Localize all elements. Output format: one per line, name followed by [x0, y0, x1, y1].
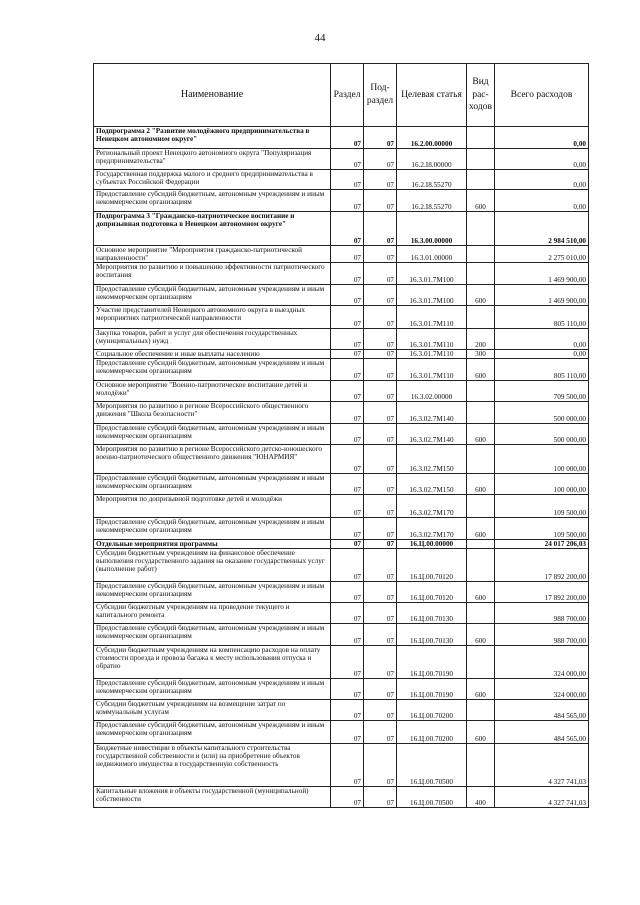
row-vid-cell: 600: [467, 679, 495, 700]
table-row: [94, 646, 589, 679]
row-total-cell: 100 000,00: [495, 445, 589, 474]
table-row: [94, 700, 589, 721]
row-target-cell: 16.3.02.7М140: [397, 402, 467, 424]
row-name-cell: Предоставление субсидий бюджетным, автономным учреждениям и иным некоммерческим организациям: [94, 679, 331, 700]
row-razdel-cell: 07: [331, 149, 364, 170]
table-row: [94, 679, 589, 700]
row-name-cell: Субсидии бюджетным учреждениям на возмещение затрат по коммунальным услугам: [94, 700, 331, 721]
table-row: [94, 518, 589, 540]
budget-table: [93, 63, 589, 808]
row-razdel-cell: 07: [331, 603, 364, 624]
row-name-cell: Государственная поддержка малого и среднего предпринимательства в субъектах Российской Федерации: [94, 170, 331, 190]
table-row: [94, 306, 589, 329]
row-total-cell: 0,00: [495, 350, 589, 359]
row-total-cell: 805 110,00: [495, 306, 589, 329]
row-razdel-cell: 07: [331, 329, 364, 350]
row-vid-cell: [467, 246, 495, 263]
row-razdel-cell: 07: [331, 350, 364, 359]
row-razdel-cell: 07: [331, 285, 364, 306]
row-podrazdel-cell: 07: [364, 359, 397, 381]
row-target-cell: 16.Ц.00.70190: [397, 679, 467, 700]
header-target-article: Целевая статья: [397, 64, 467, 127]
row-target-cell: 16.Ц.00.70200: [397, 700, 467, 721]
row-target-cell: 16.Ц.00.70130: [397, 603, 467, 624]
row-vid-cell: 600: [467, 518, 495, 540]
row-target-cell: 16.2.I8.55270: [397, 190, 467, 212]
row-vid-cell: 400: [467, 787, 495, 808]
header-podrazdel: Под-раздел: [364, 64, 397, 127]
row-name-cell: Предоставление субсидий бюджетным, автономным учреждениям и иным некоммерческим организациям: [94, 190, 331, 212]
row-target-cell: 16.2.00.00000: [397, 127, 467, 149]
row-vid-cell: [467, 646, 495, 679]
table-row: [94, 787, 589, 808]
row-total-cell: 0,00: [495, 170, 589, 190]
row-podrazdel-cell: 07: [364, 646, 397, 679]
row-total-cell: 17 892 200,00: [495, 582, 589, 603]
table-row: [94, 127, 589, 149]
row-name-cell: Региональный проект Ненецкого автономного округа "Популяризация предпринимательства": [94, 149, 331, 170]
row-target-cell: 16.2.I8.00000: [397, 149, 467, 170]
row-razdel-cell: 07: [331, 540, 364, 549]
table-row: [94, 285, 589, 306]
row-target-cell: 16.3.00.00000: [397, 212, 467, 246]
row-vid-cell: 600: [467, 424, 495, 445]
row-target-cell: 16.3.01.7М100: [397, 285, 467, 306]
row-name-cell: Бюджетные инвестиции в объекты капитального строительства государственной собственности и (или) на приобретение объектов недвижимого имущества в государственную собственность: [94, 744, 331, 787]
row-target-cell: 16.Ц.00.70130: [397, 624, 467, 646]
row-razdel-cell: 07: [331, 424, 364, 445]
row-razdel-cell: 07: [331, 359, 364, 381]
row-podrazdel-cell: 07: [364, 329, 397, 350]
row-podrazdel-cell: 07: [364, 787, 397, 808]
table-row: [94, 402, 589, 424]
row-vid-cell: 600: [467, 474, 495, 495]
row-vid-cell: 600: [467, 285, 495, 306]
table-body: [94, 127, 589, 808]
row-podrazdel-cell: 07: [364, 127, 397, 149]
row-target-cell: 16.3.01.00000: [397, 246, 467, 263]
table-row: [94, 582, 589, 603]
table-row: [94, 329, 589, 350]
table-row: [94, 721, 589, 744]
row-vid-cell: [467, 170, 495, 190]
row-total-cell: 324 000,00: [495, 679, 589, 700]
row-razdel-cell: 07: [331, 402, 364, 424]
row-target-cell: 16.Ц.00.00000: [397, 540, 467, 549]
row-razdel-cell: 07: [331, 445, 364, 474]
row-target-cell: 16.Ц.00.70120: [397, 549, 467, 582]
row-name-cell: Предоставление субсидий бюджетным, автономным учреждениям и иным некоммерческим организациям: [94, 624, 331, 646]
row-target-cell: 16.3.02.7М140: [397, 424, 467, 445]
header-razdel: Раздел: [331, 64, 364, 127]
row-vid-cell: [467, 263, 495, 285]
row-name-cell: Мероприятия по развитию и повышению эффективности патриотического воспитания: [94, 263, 331, 285]
row-podrazdel-cell: 07: [364, 149, 397, 170]
row-total-cell: 0,00: [495, 190, 589, 212]
row-razdel-cell: 07: [331, 646, 364, 679]
row-total-cell: 500 000,00: [495, 402, 589, 424]
row-name-cell: Подпрограмма 2 "Развитие молодёжного предпринимательства в Ненецком автономном округе": [94, 127, 331, 149]
row-target-cell: 16.Ц.00.70200: [397, 721, 467, 744]
row-vid-cell: [467, 212, 495, 246]
row-razdel-cell: 07: [331, 474, 364, 495]
row-total-cell: 109 500,00: [495, 495, 589, 518]
row-podrazdel-cell: 07: [364, 212, 397, 246]
row-total-cell: 484 565,00: [495, 721, 589, 744]
row-podrazdel-cell: 07: [364, 306, 397, 329]
row-podrazdel-cell: 07: [364, 424, 397, 445]
row-target-cell: 16.Ц.00.70190: [397, 646, 467, 679]
row-target-cell: 16.3.01.7М110: [397, 306, 467, 329]
row-razdel-cell: 07: [331, 263, 364, 285]
row-razdel-cell: 07: [331, 582, 364, 603]
row-vid-cell: [467, 603, 495, 624]
row-total-cell: 988 700,00: [495, 603, 589, 624]
row-podrazdel-cell: 07: [364, 624, 397, 646]
row-name-cell: Участие представителей Ненецкого автономного округа в выездных мероприятиях патриотической направленности: [94, 306, 331, 329]
row-podrazdel-cell: 07: [364, 381, 397, 402]
row-name-cell: Субсидии бюджетным учреждениям на компенсацию расходов на оплату стоимости проезда и провоза багажа к месту использования отпуска и обратно: [94, 646, 331, 679]
row-total-cell: 324 000,00: [495, 646, 589, 679]
row-razdel-cell: 07: [331, 518, 364, 540]
row-vid-cell: [467, 306, 495, 329]
row-name-cell: Подпрограмма 3 "Гражданско-патриотическое воспитание и допризывная подготовка в Ненецком автономном округе": [94, 212, 331, 246]
row-podrazdel-cell: 07: [364, 540, 397, 549]
table-row: [94, 549, 589, 582]
row-total-cell: 500 000,00: [495, 424, 589, 445]
row-name-cell: Предоставление субсидий бюджетным, автономным учреждениям и иным некоммерческим организациям: [94, 285, 331, 306]
row-vid-cell: 300: [467, 350, 495, 359]
row-razdel-cell: 07: [331, 190, 364, 212]
row-razdel-cell: 07: [331, 306, 364, 329]
row-total-cell: 109 500,00: [495, 518, 589, 540]
row-total-cell: 0,00: [495, 149, 589, 170]
row-vid-cell: [467, 700, 495, 721]
row-razdel-cell: 07: [331, 679, 364, 700]
row-target-cell: 16.Ц.00.70500: [397, 744, 467, 787]
row-name-cell: Субсидии бюджетным учреждениям на финансовое обеспечение выполнения государственного задания на оказание государственных услуг (выполнение работ): [94, 549, 331, 582]
row-vid-cell: [467, 445, 495, 474]
row-name-cell: Мероприятия по развитию в регионе Всероссийского общественного движения "Школа безопасности": [94, 402, 331, 424]
row-name-cell: Социальное обеспечение и иные выплаты населению: [94, 350, 331, 359]
row-total-cell: 4 327 741,03: [495, 787, 589, 808]
row-name-cell: Предоставление субсидий бюджетным, автономным учреждениям и иным некоммерческим организациям: [94, 582, 331, 603]
row-vid-cell: [467, 381, 495, 402]
row-podrazdel-cell: 07: [364, 246, 397, 263]
row-name-cell: Предоставление субсидий бюджетным, автономным учреждениям и иным некоммерческим организациям: [94, 518, 331, 540]
row-vid-cell: [467, 549, 495, 582]
row-podrazdel-cell: 07: [364, 474, 397, 495]
page-number: 44: [314, 32, 326, 44]
row-target-cell: 16.3.02.00000: [397, 381, 467, 402]
table-row: [94, 495, 589, 518]
row-target-cell: 16.3.02.7М150: [397, 474, 467, 495]
row-podrazdel-cell: 07: [364, 744, 397, 787]
row-total-cell: 1 469 900,00: [495, 263, 589, 285]
row-razdel-cell: 07: [331, 624, 364, 646]
table-row: [94, 744, 589, 787]
row-vid-cell: 600: [467, 624, 495, 646]
table-row: [94, 624, 589, 646]
row-podrazdel-cell: 07: [364, 700, 397, 721]
table-row: [94, 603, 589, 624]
row-vid-cell: [467, 402, 495, 424]
row-name-cell: Предоставление субсидий бюджетным, автономным учреждениям и иным некоммерческим организациям: [94, 721, 331, 744]
table-row: [94, 474, 589, 495]
table-row: [94, 424, 589, 445]
row-podrazdel-cell: 07: [364, 263, 397, 285]
table-row: [94, 212, 589, 246]
row-vid-cell: 600: [467, 359, 495, 381]
row-total-cell: 988 700,00: [495, 624, 589, 646]
row-total-cell: 1 469 900,00: [495, 285, 589, 306]
row-vid-cell: [467, 744, 495, 787]
row-total-cell: 484 565,00: [495, 700, 589, 721]
row-total-cell: 0,00: [495, 127, 589, 149]
row-target-cell: 16.3.02.7М170: [397, 495, 467, 518]
row-razdel-cell: 07: [331, 170, 364, 190]
row-total-cell: 709 500,00: [495, 381, 589, 402]
row-podrazdel-cell: 07: [364, 549, 397, 582]
row-razdel-cell: 07: [331, 700, 364, 721]
row-podrazdel-cell: 07: [364, 402, 397, 424]
header-name: Наименование: [94, 64, 331, 127]
row-target-cell: 16.3.01.7М100: [397, 263, 467, 285]
row-name-cell: Предоставление субсидий бюджетным, автономным учреждениям и иным некоммерческим организациям: [94, 359, 331, 381]
row-target-cell: 16.2.I8.55270: [397, 170, 467, 190]
row-razdel-cell: 07: [331, 787, 364, 808]
row-target-cell: 16.3.01.7М110: [397, 329, 467, 350]
row-total-cell: 100 000,00: [495, 474, 589, 495]
row-vid-cell: 600: [467, 721, 495, 744]
row-vid-cell: 600: [467, 582, 495, 603]
row-target-cell: 16.Ц.00.70120: [397, 582, 467, 603]
row-vid-cell: [467, 540, 495, 549]
row-podrazdel-cell: 07: [364, 495, 397, 518]
row-vid-cell: [467, 127, 495, 149]
row-podrazdel-cell: 07: [364, 603, 397, 624]
table-row: [94, 540, 589, 549]
row-name-cell: Субсидии бюджетным учреждениям на проведение текущего и капитального ремонта: [94, 603, 331, 624]
header-total: Всего расходов: [495, 64, 589, 127]
table-header-row: [94, 64, 589, 127]
row-vid-cell: 200: [467, 329, 495, 350]
row-podrazdel-cell: 07: [364, 445, 397, 474]
row-podrazdel-cell: 07: [364, 170, 397, 190]
table-row: [94, 359, 589, 381]
row-name-cell: Предоставление субсидий бюджетным, автономным учреждениям и иным некоммерческим организациям: [94, 424, 331, 445]
row-total-cell: 805 110,00: [495, 359, 589, 381]
row-target-cell: 16.3.01.7М110: [397, 350, 467, 359]
row-name-cell: Закупка товаров, работ и услуг для обеспечения государственных (муниципальных) нужд: [94, 329, 331, 350]
row-total-cell: 0,00: [495, 329, 589, 350]
row-podrazdel-cell: 07: [364, 721, 397, 744]
table-row: [94, 170, 589, 190]
row-vid-cell: [467, 149, 495, 170]
row-name-cell: Предоставление субсидий бюджетным, автономным учреждениям и иным некоммерческим организациям: [94, 474, 331, 495]
row-name-cell: Капитальные вложения в объекты государственной (муниципальной) собственности: [94, 787, 331, 808]
row-podrazdel-cell: 07: [364, 190, 397, 212]
row-podrazdel-cell: 07: [364, 582, 397, 603]
row-name-cell: Основное мероприятие "Военно-патриотическое воспитание детей и молодёжи": [94, 381, 331, 402]
row-razdel-cell: 07: [331, 495, 364, 518]
row-name-cell: Основное мероприятие "Мероприятия гражданско-патриотической направленности": [94, 246, 331, 263]
row-target-cell: 16.Ц.00.70500: [397, 787, 467, 808]
row-vid-cell: 600: [467, 190, 495, 212]
table-row: [94, 263, 589, 285]
table-row: [94, 381, 589, 402]
row-total-cell: 17 892 200,00: [495, 549, 589, 582]
row-name-cell: Мероприятия по развитию в регионе Всероссийского детско-юношеского военно-патриотического общественного движения "ЮНАРМИЯ": [94, 445, 331, 474]
row-podrazdel-cell: 07: [364, 285, 397, 306]
row-name-cell: Отдельные мероприятия программы: [94, 540, 331, 549]
header-expense-type: Вид рас-ходов: [467, 64, 495, 127]
table-row: [94, 445, 589, 474]
table-row: [94, 246, 589, 263]
row-podrazdel-cell: 07: [364, 679, 397, 700]
row-total-cell: 2 275 010,00: [495, 246, 589, 263]
row-razdel-cell: 07: [331, 744, 364, 787]
table-row: [94, 149, 589, 170]
row-razdel-cell: 07: [331, 246, 364, 263]
row-podrazdel-cell: 07: [364, 350, 397, 359]
table-row: [94, 190, 589, 212]
row-razdel-cell: 07: [331, 721, 364, 744]
row-total-cell: 24 017 206,03: [495, 540, 589, 549]
row-target-cell: 16.3.02.7М170: [397, 518, 467, 540]
row-name-cell: Мероприятия по допризывной подготовке детей и молодёжи: [94, 495, 331, 518]
row-razdel-cell: 07: [331, 212, 364, 246]
row-target-cell: 16.3.01.7М110: [397, 359, 467, 381]
table-row: [94, 350, 589, 359]
row-vid-cell: [467, 495, 495, 518]
row-razdel-cell: 07: [331, 381, 364, 402]
row-target-cell: 16.3.02.7М150: [397, 445, 467, 474]
row-total-cell: 4 327 741,03: [495, 744, 589, 787]
row-razdel-cell: 07: [331, 127, 364, 149]
row-podrazdel-cell: 07: [364, 518, 397, 540]
row-razdel-cell: 07: [331, 549, 364, 582]
row-total-cell: 2 984 510,00: [495, 212, 589, 246]
